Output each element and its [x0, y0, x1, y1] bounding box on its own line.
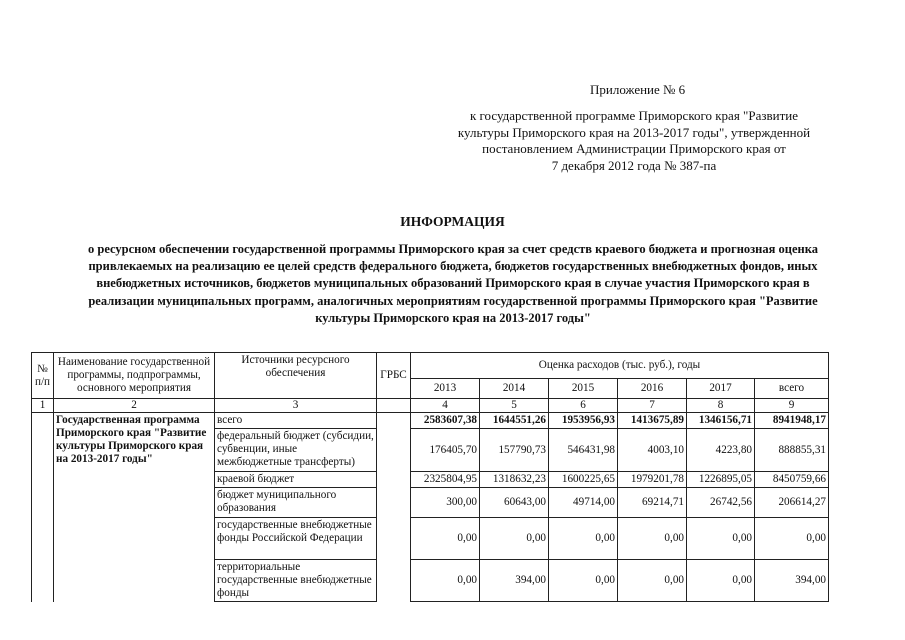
value-cell: 0,00 — [618, 518, 687, 560]
subtitle-line: реализации муниципальных программ, аналогичных мероприятиям государственной программы Приморского края "Развитие — [88, 293, 818, 308]
value-cell: 176405,70 — [411, 429, 480, 472]
value-cell: 4003,10 — [618, 429, 687, 472]
value-cell: 0,00 — [549, 560, 618, 602]
value-cell: 0,00 — [618, 560, 687, 602]
program-name: Государственная программа Приморского края "Развитие культуры Приморского края на 2013-2017 годы" — [54, 413, 215, 602]
subtitle-line: внебюджетных источников, бюджетов муниципальных образований Приморского края в случае участия Приморского края в — [96, 276, 810, 291]
value-cell: 1644551,26 — [480, 413, 549, 429]
header-year: 2015 — [549, 379, 618, 399]
value-cell: 1953956,93 — [549, 413, 618, 429]
appendix-line: постановлением Администрации Приморского края от — [482, 141, 786, 156]
appendix-line: культуры Приморского края на 2013-2017 годы", утвержденной — [457, 124, 811, 140]
value-cell: 546431,98 — [549, 429, 618, 472]
value-cell: 8941948,17 — [755, 413, 829, 429]
header-year: 2014 — [480, 379, 549, 399]
value-cell: 1226895,05 — [687, 472, 755, 488]
value-cell: 0,00 — [687, 560, 755, 602]
header-estimate: Оценка расходов (тыс. руб.), годы — [411, 353, 829, 379]
value-cell: 1318632,23 — [480, 472, 549, 488]
value-cell: 0,00 — [687, 518, 755, 560]
header-name: Наименование государственной программы, подпрограммы, основного мероприятия — [54, 353, 215, 399]
value-cell: 1413675,89 — [618, 413, 687, 429]
appendix-line: 7 декабря 2012 года № 387-па — [551, 157, 717, 173]
header-num: № п/п — [32, 353, 54, 399]
value-cell: 888855,31 — [755, 429, 829, 472]
header-year: 2013 — [411, 379, 480, 399]
col-number: 6 — [549, 399, 618, 413]
source-cell: государственные внебюджетные фонды Российской Федерации — [215, 518, 377, 560]
document-title: ИНФОРМАЦИЯ — [400, 214, 505, 229]
header-year: 2017 — [687, 379, 755, 399]
col-number: 4 — [411, 399, 480, 413]
value-cell: 157790,73 — [480, 429, 549, 472]
source-cell: всего — [215, 413, 377, 429]
col-number — [377, 399, 411, 413]
header-total: всего — [755, 379, 829, 399]
appendix-reference — [438, 108, 830, 174]
col-number: 5 — [480, 399, 549, 413]
value-cell: 4223,80 — [687, 429, 755, 472]
col-number: 3 — [215, 399, 377, 413]
col-number: 8 — [687, 399, 755, 413]
subtitle-line: о ресурсном обеспечении государственной программы Приморского края за счет средств краевого бюджета и прогнозная оценка — [88, 242, 818, 256]
value-cell: 60643,00 — [480, 488, 549, 518]
value-cell: 0,00 — [480, 518, 549, 560]
document-subtitle — [10, 241, 896, 327]
value-cell: 49714,00 — [549, 488, 618, 518]
value-cell: 69214,71 — [618, 488, 687, 518]
value-cell: 8450759,66 — [755, 472, 829, 488]
value-cell: 300,00 — [411, 488, 480, 518]
grbs-cell — [377, 413, 411, 602]
value-cell: 1346156,71 — [687, 413, 755, 429]
value-cell: 394,00 — [480, 560, 549, 602]
source-cell: бюджет муниципального образования — [215, 488, 377, 518]
header-source: Источники ресурсного обеспечения — [215, 353, 377, 399]
value-cell: 0,00 — [411, 518, 480, 560]
value-cell: 0,00 — [411, 560, 480, 602]
subtitle-line: культуры Приморского края на 2013-2017 годы" — [315, 310, 591, 325]
col-number: 1 — [32, 399, 54, 413]
header-year: 2016 — [618, 379, 687, 399]
resource-table — [31, 352, 829, 602]
col-number: 7 — [618, 399, 687, 413]
header-grbs: ГРБС — [377, 353, 411, 399]
value-cell: 394,00 — [755, 560, 829, 602]
source-cell: федеральный бюджет (субсидии, субвенции, иные межбюджетные трансферты) — [215, 429, 377, 472]
table-row — [32, 413, 829, 429]
value-cell: 0,00 — [549, 518, 618, 560]
value-cell: 1979201,78 — [618, 472, 687, 488]
source-cell: краевой бюджет — [215, 472, 377, 488]
col-number: 2 — [54, 399, 215, 413]
source-cell: территориальные государственные внебюджетные фонды — [215, 560, 377, 602]
value-cell: 1600225,65 — [549, 472, 618, 488]
value-cell: 2325804,95 — [411, 472, 480, 488]
value-cell: 26742,56 — [687, 488, 755, 518]
appendix-line: к государственной программе Приморского края "Развитие — [469, 108, 798, 123]
value-cell: 0,00 — [755, 518, 829, 560]
col-number: 9 — [755, 399, 829, 413]
subtitle-line: привлекаемых на реализацию ее целей средств федерального бюджета, бюджетов государственных внебюджетных фондов, иных — [88, 259, 818, 274]
appendix-title: Приложение № 6 — [590, 82, 686, 97]
value-cell: 2583607,38 — [411, 413, 480, 429]
row-number-cell — [32, 413, 54, 602]
value-cell: 206614,27 — [755, 488, 829, 518]
